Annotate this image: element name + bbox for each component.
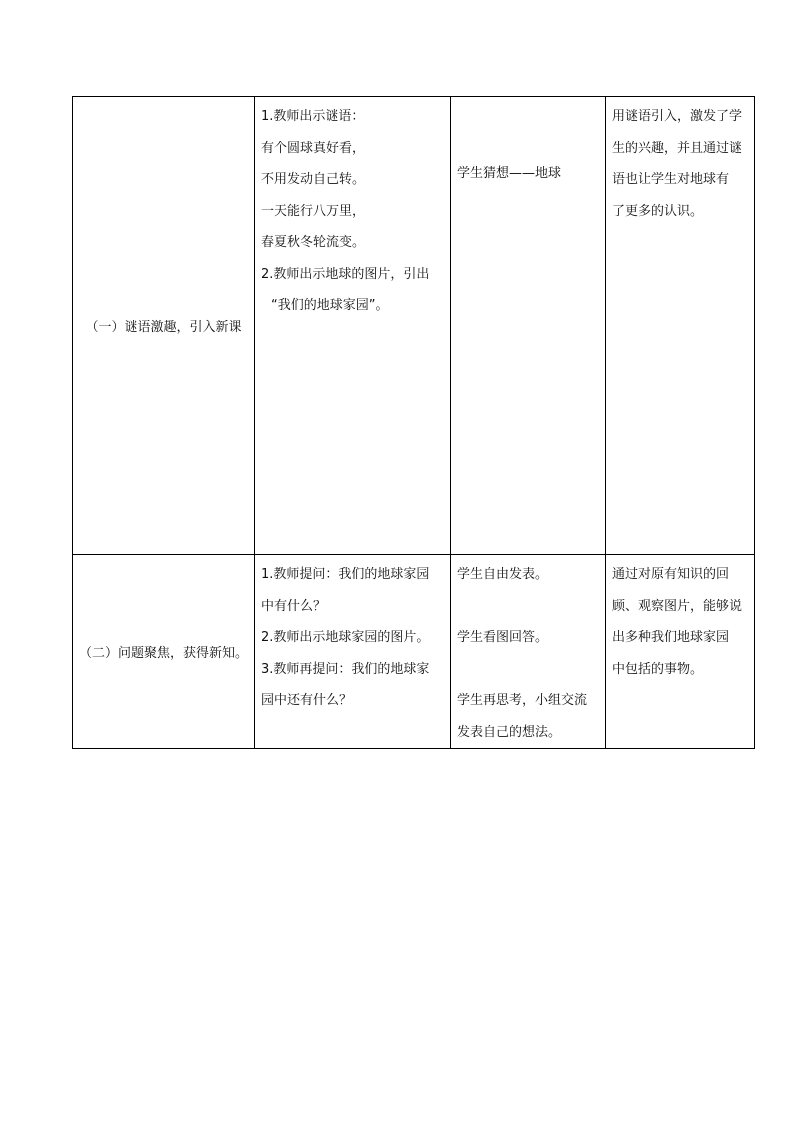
teacher-line: 2.教师出示地球的图片，引出 [261,266,430,282]
teacher-line: 1.教师出示谜语： [261,109,365,124]
stage-label: （一）谜语激趣，引入新课 [85,320,242,335]
teacher-line: “我们的地球家园”。 [271,298,389,313]
stage-cell [73,97,255,555]
stage-label: （二）问题聚焦，获得新知。 [78,646,248,661]
lesson-plan-table [72,96,755,749]
intent-line: 用谜语引入，激发了学 [612,109,743,124]
teacher-line: 春夏秋冬轮流变。 [261,235,366,250]
student-activity-cell [451,555,606,749]
design-intent-cell [606,555,755,749]
teacher-activity-cell [255,555,451,749]
teacher-line: 有个圆球真好看， [261,140,366,156]
teacher-line: 1.教师提问：我们的地球家园 [261,567,430,582]
teacher-line: 不用发动自己转。 [261,172,366,187]
student-line: 学生再思考，小组交流 [457,693,588,708]
intent-line: 生的兴趣，并且通过谜 [612,140,743,156]
teacher-line: 2.教师出示地球家园的图片。 [261,630,430,645]
teacher-line: 中有什么？ [261,598,327,614]
student-activity-cell [451,97,606,555]
student-line: 学生看图回答。 [457,630,549,645]
intent-line: 通过对原有知识的回 [612,567,730,582]
design-intent-cell [606,97,755,555]
teacher-activity-cell [255,97,451,555]
teacher-line: 园中还有什么？ [261,693,353,708]
teacher-line: 一天能行八万里， [261,203,366,219]
teacher-line: 3.教师再提问：我们的地球家 [261,661,430,677]
intent-line: 了更多的认识。 [612,203,704,219]
table-row [73,555,755,749]
student-line: 学生自由发表。 [457,567,549,582]
student-line: 学生猜想——地球 [457,166,562,181]
intent-line: 语也让学生对地球有 [612,172,730,187]
student-line: 发表自己的想法。 [457,724,562,740]
stage-cell [73,555,255,749]
table-row [73,97,755,555]
intent-line: 中包括的事物。 [612,661,704,677]
intent-line: 顾、观察图片，能够说 [612,598,743,614]
intent-line: 出多种我们地球家园 [612,630,730,645]
